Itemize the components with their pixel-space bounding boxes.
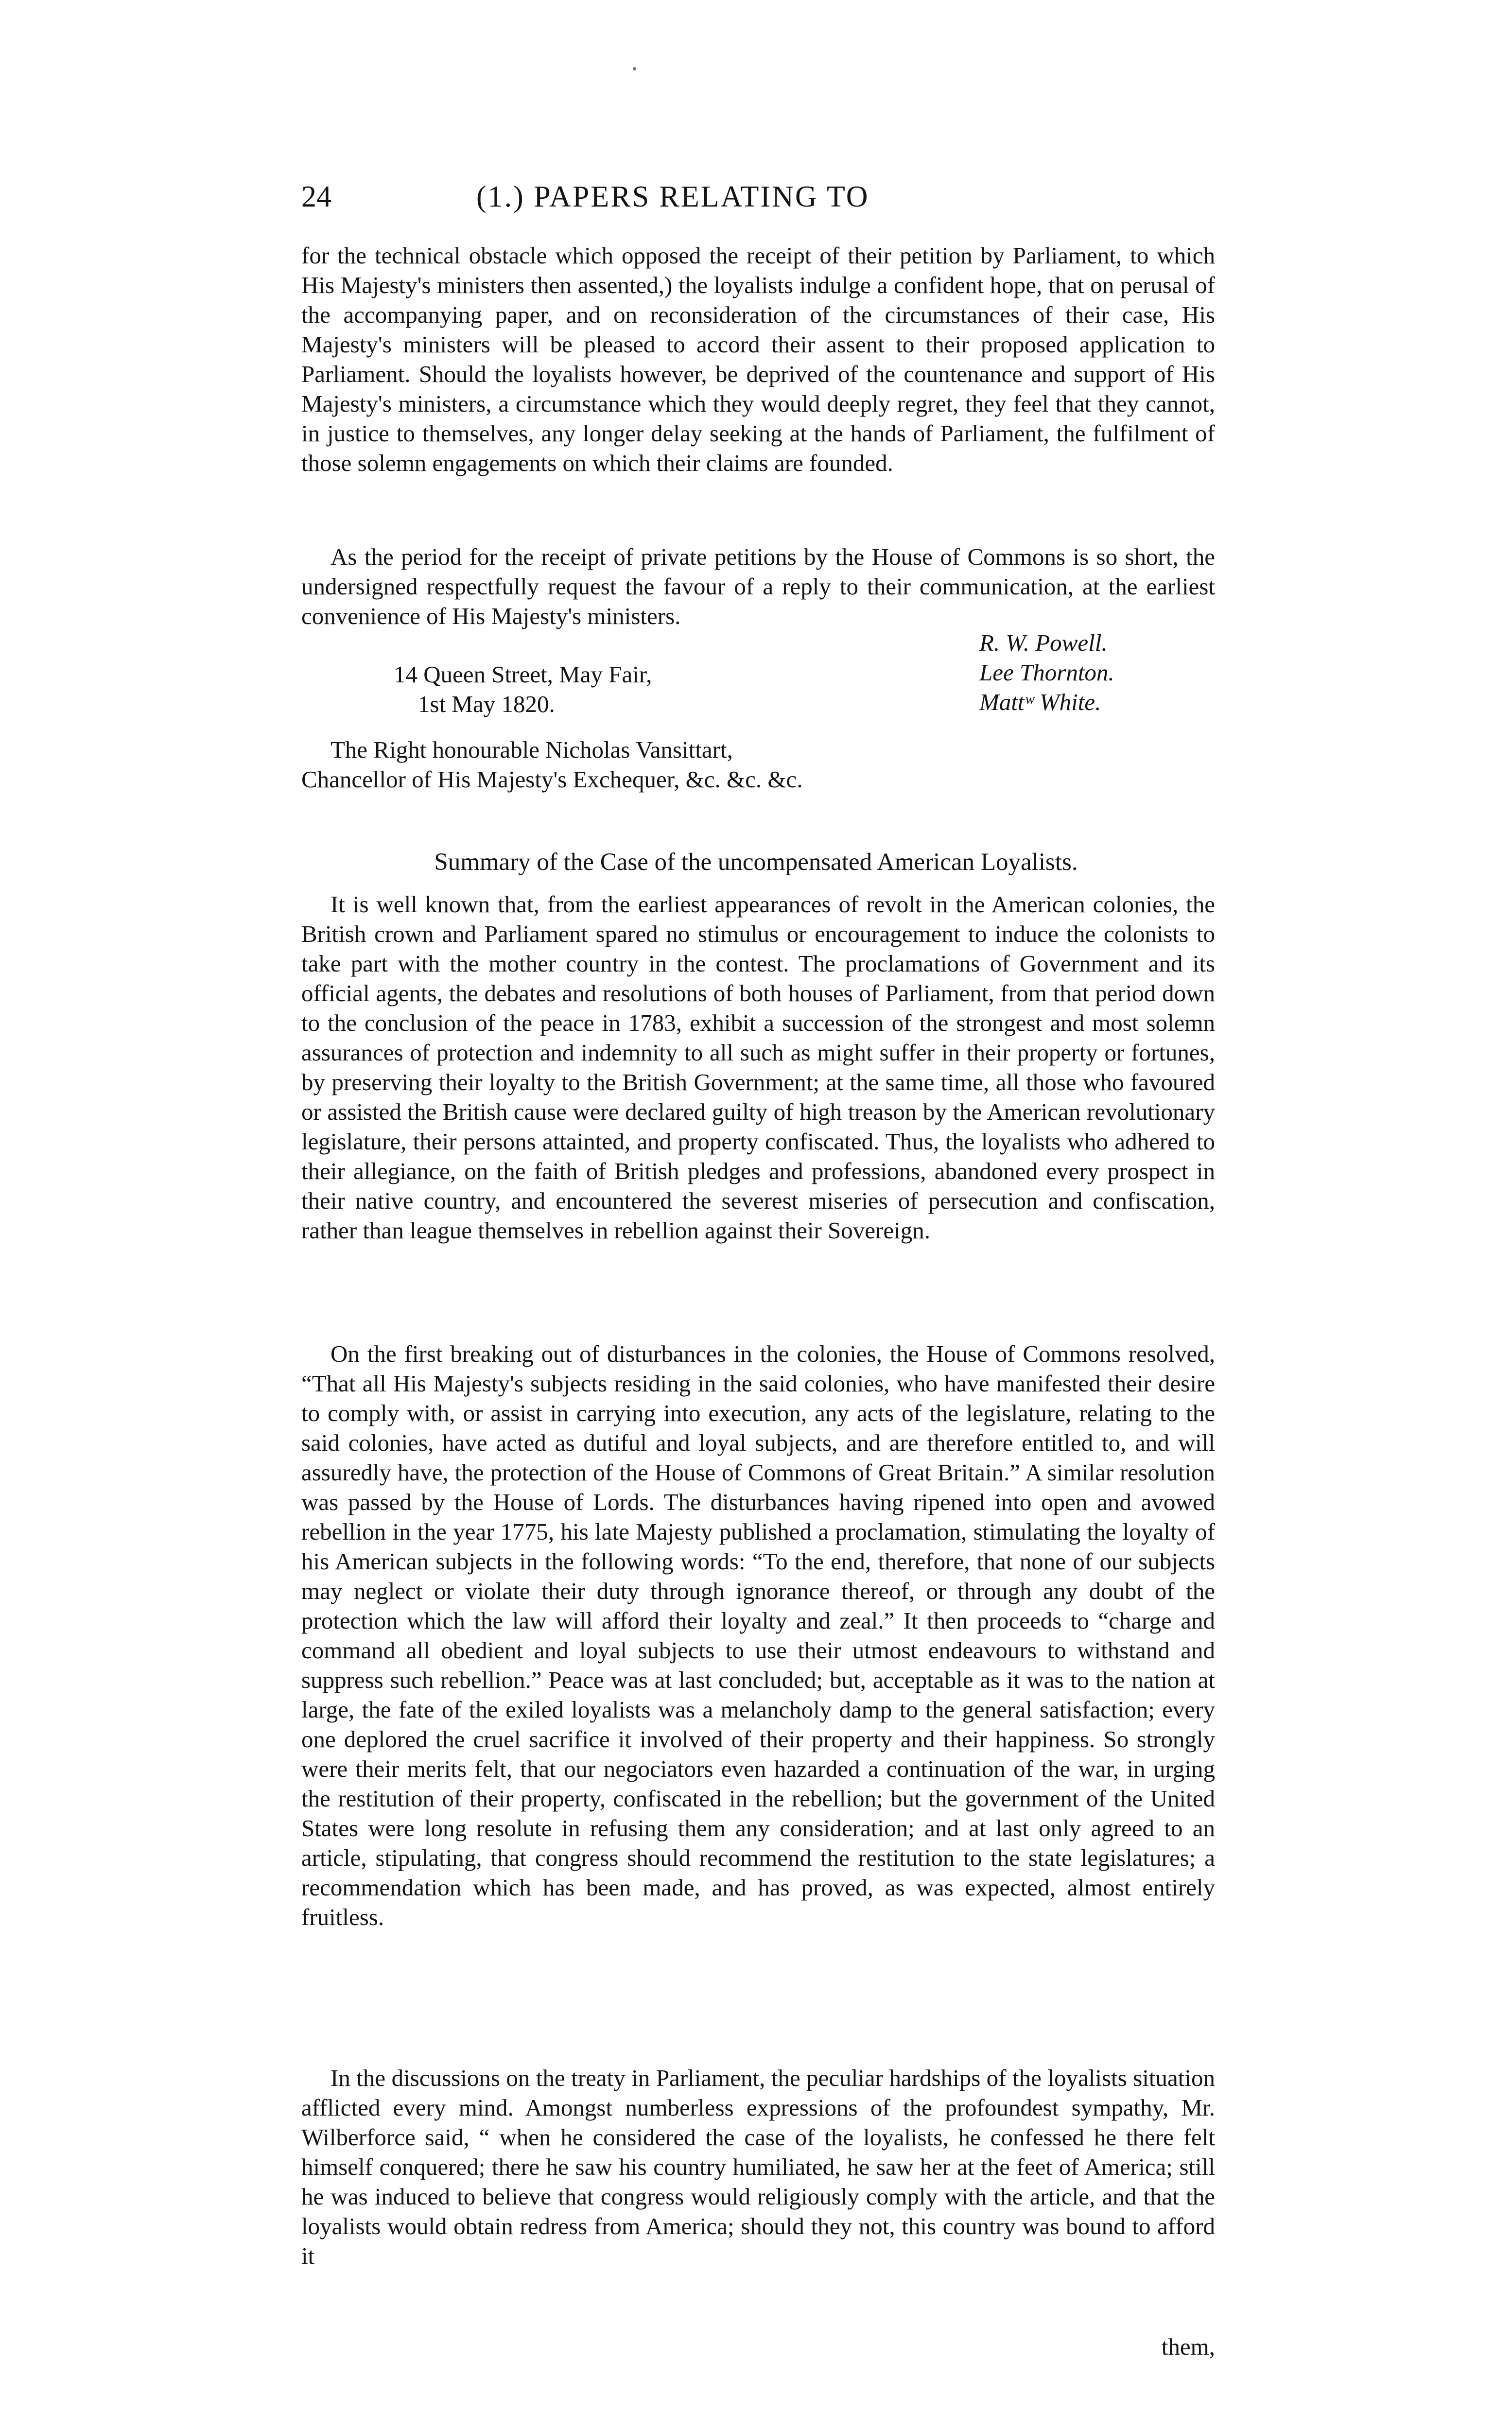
- running-head: (1.) PAPERS RELATING TO: [476, 180, 869, 213]
- signature-thornton: Lee Thornton.: [979, 659, 1114, 686]
- summary-title: Summary of the Case of the uncompensated American Loyalists.: [434, 849, 1078, 876]
- addressee-title: Chancellor of His Majesty's Exchequer, &c. &c. &c.: [301, 766, 803, 793]
- summary-paragraph-2: On the first breaking out of disturbances in the colonies, the House of Commons resolved, “That all His Majesty's subjects residing in the said colonies, who have manifested their desire to comply with, or assist in carrying into execution, any acts of the legislature, relating to the said colonies, have acted as dutiful and loyal subjects, and are therefore entitled to, and will assuredly have, the protection of the House of Commons of Great Britain.” A similar resolution was passed by the House of Lords. The disturbances having ripened into open and avowed rebellion in the year 1775, his late Majesty published a proclamation, stimulating the loyalty of his American subjects in the following words: “To the end, therefore, that none of our subjects may neglect or violate their duty through ignorance thereof, or through any doubt of the protection which the law will afford their loyalty and zeal.” It then proceeds to “charge and command all obedient and loyal subjects to use their utmost endeavours to withstand and suppress such rebellion.” Peace was at last concluded; but, acceptable as it was to the nation at large, the fate of the exiled loyalists was a melancholy damp to the general satisfaction; every one deplored the cruel sacrifice it involved of their property and their happiness. So strongly were their merits felt, that our negociators even hazarded a continuation of the war, in urging the restitution of their property, confiscated in the rebellion; but the government of the United States were long resolute in refusing them any consideration; and at last only agreed to an article, stipulating, that congress should recommend the restitution to the state legislatures; a recommendation which has been made, and has proved, as was expected, almost entirely fruitless.: [301, 1340, 1215, 1930]
- addressee-name: The Right honourable Nicholas Vansittart,: [330, 736, 733, 763]
- summary-paragraph-3: In the discussions on the treaty in Parliament, the peculiar hardships of the loyalists situation afflicted every mind. Amongst numberless expressions of the profoundest sympathy, Mr. Wilberforce said, “ when he considered the case of the loyalists, he confessed he there felt himself conquered; there he saw his country humiliated, he saw her at the feet of America; still he was induced to believe that congress would religiously comply with the article, and that the loyalists would obtain redress from America; should they not, this country was bound to afford it: [301, 2065, 1215, 2269]
- catchword: them,: [1161, 2333, 1215, 2360]
- address-street: 14 Queen Street, May Fair,: [394, 661, 652, 688]
- summary-paragraph-1: It is well known that, from the earliest appearances of revolt in the American colonies, the British crown and Parliament spared no stimulus or encouragement to induce the colonists to take part with the mother country in the contest. The proclamations of Government and its official agents, the debates and resolutions of both houses of Parliament, from that period down to the conclusion of the peace in 1783, exhibit a succession of the strongest and most solemn assurances of protection and indemnity to all such as might suffer in their property or fortunes, by preserving their loyalty to the British Government; at the same time, all those who favoured or assisted the British cause were declared guilty of high treason by the American revolutionary legislature, their persons attainted, and property confiscated. Thus, the loyalists who adhered to their allegiance, on the faith of British pledges and professions, abandoned every prospect in their native country, and encountered the severest miseries of persecution and confiscation, rather than league themselves in rebellion against their Sovereign.: [301, 891, 1215, 1244]
- signatures: [979, 628, 1114, 717]
- page-header: [301, 180, 1215, 224]
- address-date: 1st May 1820.: [418, 691, 555, 717]
- sender-address: [394, 660, 652, 719]
- paragraph-continuation: for the technical obstacle which opposed the receipt of their petition by Parliament, to which His Majesty's ministers then assented,) the loyalists indulge a confident hope, that on perusal of the accompanying paper, and on reconsideration of the circumstances of their case, His Majesty's ministers will be pleased to accord their assent to their proposed application to Parliament. Should the loyalists however, be deprived of the countenance and support of His Majesty's ministers, a circumstance which they would deeply regret, they feel that they cannot, in justice to themselves, any longer delay seeking at the hands of Parliament, the fulfilment of those solemn engagements on which their claims are founded.: [301, 242, 1215, 476]
- addressee: [301, 735, 803, 794]
- signature-white: Mattʷ White.: [979, 689, 1101, 715]
- page-number: 24: [301, 180, 331, 213]
- paragraph-request: As the period for the receipt of private petitions by the House of Commons is so short, the undersigned respectfully request the favour of a reply to their communication, at the earliest convenience of His Majesty's ministers.: [301, 543, 1215, 629]
- ink-speck: [633, 67, 636, 70]
- signature-powell: R. W. Powell.: [979, 629, 1108, 656]
